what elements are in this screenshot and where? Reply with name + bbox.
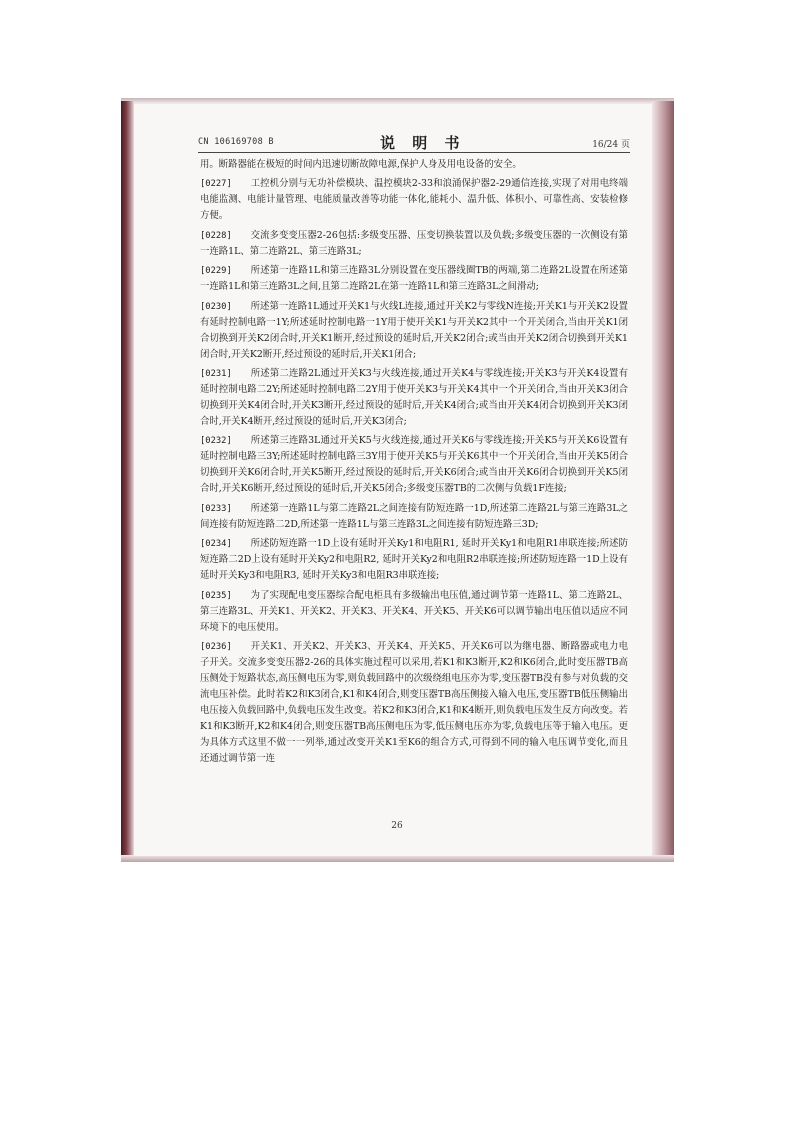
paragraph-number: [0234] [200,539,232,550]
paragraph-number: [0230] [200,301,232,312]
page-indicator: 16/24 页 [592,140,630,150]
paragraph-number: [0231] [200,368,232,379]
paragraph-continued: 用。断路器能在极短的时间内迅速切断故障电源,保护人身及用电设备的安全。 [200,159,522,170]
page-header [198,130,630,152]
page-number: 26 [391,821,403,831]
scan-shadow-bottom [121,855,674,862]
document-title: 说 明 书 [380,134,466,152]
body-text [200,157,628,770]
paragraph-number: [0232] [200,436,232,447]
scan-shadow-right [652,101,674,861]
paragraph-0231: [0231] 所述第二连路2L通过开关K3与火线连接,通过开关K4与零线连接;开关K3与开关K4设置有延时控制电路二2Y;所述延时控制电路二2Y用于使开关K3与开关K4其中一个开关闭合,当由开关K3闭合切换到开关K4闭合时,开关K3断开,经过预设的延时后,开关K4闭合;或当由开关K4闭合切换到开关K3闭合时,开关K4断开,经过预设的延时后,开关K3闭合; [200,367,628,427]
paragraph-0230: [0230] 所述第一连路1L通过开关K1与火线L连接,通过开关K2与零线N连接;开关K1与开关K2设置有延时控制电路一1Y;所述延时控制电路一1Y用于使开关K1与开关K2其中一个开关闭合,当由开关K1闭合切换到开关K2闭合时,开关K1断开,经过预设的延时后,开关K2闭合;或当由开关K2闭合切换到开关K1闭合时,开关K2断开,经过预设的延时后,开关K1闭合; [200,300,628,360]
paragraph-0229: [0229] 所述第一连路1L和第三连路3L分别设置在变压器线圈TB的两端,第二连路2L设置在所述第一连路1L和第三连路3L之间,且第二连路2L在第一连路1L和第三连路3L之间滑动; [200,265,628,293]
paragraph-number: [0228] [200,230,232,241]
paragraph-0227: [0227] 工控机分别与无功补偿模块、温控模块2-33和浪涌保护器2-29通信连接,实现了对用电终端电能监测、电能计量管理、电能质量改善等功能一体化,能耗小、温升低、体积小、可靠性高、安装检修方便。 [200,178,628,222]
paragraph-number: [0227] [200,179,232,190]
paragraph-0234: [0234] 所述防短连路一1D上设有延时开关Ky1和电阻R1, 延时开关Ky1和电阻R1串联连接;所述防短连路二2D上设有延时开关Ky2和电阻R2, 延时开关Ky2和电阻R2串联连接;所述防短连路一1D上设有延时开关Ky3和电阻R3, 延时开关Ky3和电阻R3串联连接; [200,538,628,582]
patent-number: CN 106169708 B [198,137,274,147]
paragraph-0232: [0232] 所述第三连路3L通过开关K5与火线连接,通过开关K6与零线连接;开关K5与开关K6设置有延时控制电路三3Y;所述延时控制电路三3Y用于使开关K5与开关K6其中一个开关闭合,当由开关K5闭合切换到开关K6闭合时,开关K5断开,经过预设的延时后,开关K6闭合;或当由开关K6闭合切换到开关K5闭合时,开关K6断开,经过预设的延时后,开关K5闭合;多级变压器TB的二次侧与负载1F连接; [200,435,628,495]
paragraph-0235: [0235] 为了实现配电变压器综合配电柜具有多级输出电压值,通过调节第一连路1L、第二连路2L、第三连路3L、开关K1、开关K2、开关K3、开关K4、开关K5、开关K6可以调节输出电压值以适应不同环境下的电压使用。 [200,589,628,633]
paragraph-0236: [0236] 开关K1、开关K2、开关K3、开关K4、开关K5、开关K6可以为继电器、断路器或电力电子开关。交流多变变压器2-26的具体实施过程可以采用,若K1和K3断开,K2和K6闭合,此时变压器TB高压侧处于短路状态,高压侧电压为零,则负载回路中的次级绕组电压亦为零,变压器TB没有参与对负载的交流电压补偿。此时若K2和K3闭合,K1和K4闭合,则变压器TB高压侧接入输入电压,变压器TB低压侧输出电压接入负载回路中,负载电压发生改变。若K2和K3闭合,K1和K4断开,则负载电压发生反方向改变。若K1和K3断开,K2和K4闭合,则变压器TB高压侧电压为零,低压侧电压亦为零,负载电压等于输入电压。更为具体方式这里不做一一列举,通过改变开关K1至K6的组合方式,可得到不同的输入电压调节变化,而且还通过调节第一连 [200,640,628,764]
paragraph-number: [0233] [200,503,232,514]
paragraph-0228: [0228] 交流多变变压器2-26包括:多级变压器、压变切换装置以及负载;多级变压器的一次侧设有第一连路1L、第二连路2L、第三连路3L; [200,229,628,257]
paragraph-0233: [0233] 所述第一连路1L与第二连路2L之间连接有防短连路一1D,所述第二连路2L与第三连路3L之间连接有防短连路二2D,所述第一连路1L与第三连路3L之间连接有防短连路三3D; [200,502,628,530]
paragraph-number: [0229] [200,266,232,277]
scan-shadow-left [121,101,134,861]
paragraph-number: [0235] [200,590,232,601]
paragraph-number: [0236] [200,641,232,652]
header-divider [198,152,630,153]
